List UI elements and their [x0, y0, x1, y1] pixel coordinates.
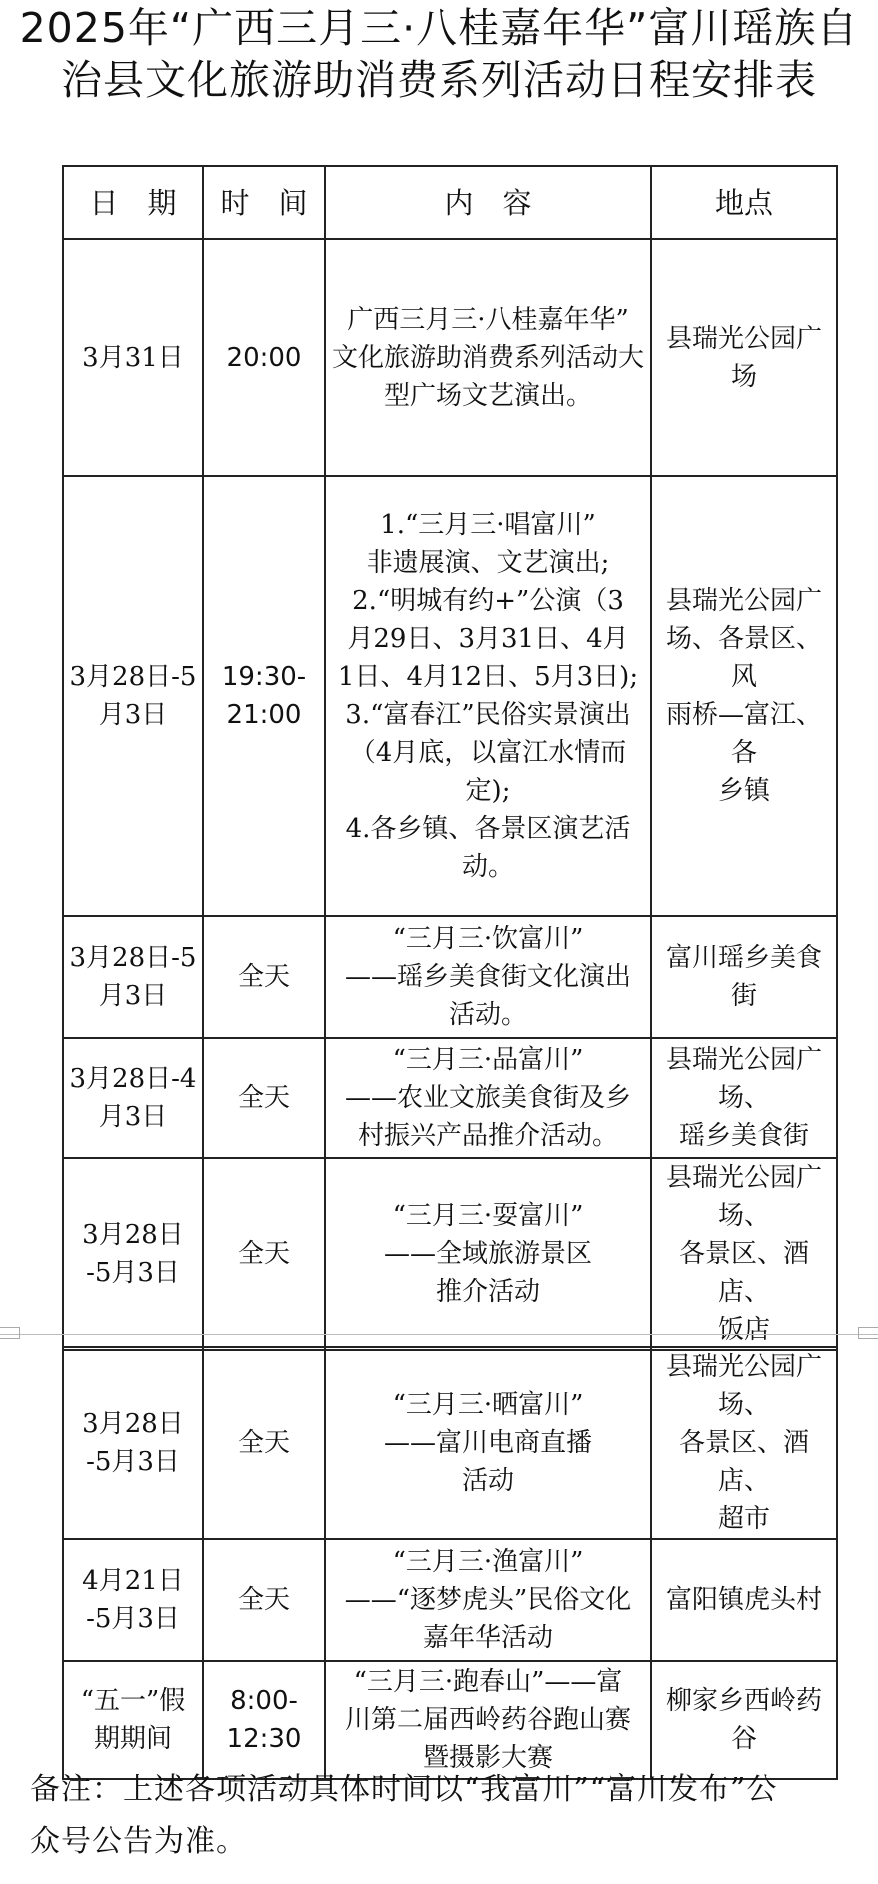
cell-date [63, 1347, 203, 1539]
content-line: 2.“明城有约+”公演（3 [352, 586, 624, 616]
cell-place [651, 1661, 837, 1779]
cell-time [203, 1347, 325, 1539]
cell-content [325, 1661, 651, 1779]
place-line: 超市 [717, 1504, 770, 1534]
table-row [63, 1661, 837, 1779]
cell-time [203, 1158, 325, 1350]
content-line: 活动 [461, 1466, 514, 1496]
table-row [63, 1038, 837, 1158]
schedule-table-page-2 [62, 1346, 838, 1780]
cell-content [325, 1158, 651, 1350]
content-line: ——农业文旅美食街及乡 [344, 1083, 631, 1113]
cell-place [651, 1038, 837, 1158]
time-line: 8:00- [230, 1686, 298, 1716]
cell-content [325, 239, 651, 476]
content-line: 动。 [461, 852, 514, 882]
content-line: 定); [465, 776, 511, 806]
content-line: ——瑶乡美食街文化演出 [344, 962, 631, 992]
table-header-row [63, 166, 837, 239]
footnote-line-1: 备注：上述各项活动具体时间以“我富川”“富川发布”公 [30, 1772, 778, 1807]
place-line: 柳家乡西岭药 [665, 1686, 822, 1716]
title-line-1: 2025年“广西三月三·八桂嘉年华”富川瑶族自 [19, 4, 859, 52]
place-line: 饭店 [717, 1315, 770, 1345]
cell-time [203, 1539, 325, 1661]
time-line: 21:00 [226, 700, 302, 730]
date-line: 3月28日-5 [69, 943, 197, 973]
content-line: ——“逐梦虎头”民俗文化 [344, 1585, 632, 1615]
cell-time [203, 1038, 325, 1158]
cell-date [63, 1158, 203, 1350]
time-line: 全天 [237, 1428, 290, 1458]
header-time: 时 间 [203, 166, 325, 239]
place-line: 乡镇 [717, 776, 770, 806]
content-line: ——全域旅游景区 [383, 1239, 592, 1269]
cell-date [63, 239, 203, 476]
content-line: “三月三·品富川” [392, 1045, 584, 1075]
content-line: 村振兴产品推介活动。 [357, 1121, 618, 1151]
table-row [63, 916, 837, 1038]
schedule-table-page-1 [62, 165, 838, 1351]
content-line: 暨摄影大赛 [422, 1743, 553, 1773]
time-line: 全天 [237, 1239, 290, 1269]
content-line: 型广场文艺演出。 [383, 380, 592, 411]
table-row [63, 476, 837, 916]
place-line: 富川瑶乡美食 [665, 943, 822, 973]
page-break-marker-right [858, 1327, 878, 1339]
place-line: 谷 [730, 1724, 757, 1754]
cell-date [63, 1038, 203, 1158]
content-line: “三月三·渔富川” [392, 1547, 584, 1577]
time-line: 19:30- [221, 662, 307, 692]
content-line: 嘉年华活动 [422, 1623, 553, 1653]
date-line: -5月3日 [86, 1258, 180, 1288]
time-line: 12:30 [226, 1724, 302, 1754]
content-line: 川第二届西岭药谷跑山赛 [344, 1705, 631, 1735]
date-line: 3月28日 [82, 1220, 184, 1250]
place-line: 瑶乡美食街 [678, 1121, 809, 1151]
time-line: 全天 [237, 962, 290, 992]
content-line: 非遗展演、文艺演出; [366, 548, 610, 578]
cell-content [325, 476, 651, 916]
content-line: 文化旅游助消费系列活动大 [331, 342, 644, 373]
time-line: 全天 [237, 1585, 290, 1615]
date-line: “五一”假 [80, 1686, 186, 1716]
time-line: 全天 [237, 1083, 290, 1113]
cell-place [651, 1539, 837, 1661]
date-line: 3月28日-5 [69, 662, 197, 692]
cell-time [203, 476, 325, 916]
cell-content [325, 1539, 651, 1661]
content-line: （4月底，以富江水情而 [349, 738, 627, 768]
content-line: “三月三·耍富川” [392, 1201, 584, 1231]
footnote [30, 1764, 860, 1868]
cell-date [63, 476, 203, 916]
place-line: 富阳镇虎头村 [665, 1585, 822, 1615]
time-line: 20:00 [226, 342, 302, 373]
place-line: 各景区、酒店、 [678, 1239, 809, 1307]
cell-time [203, 239, 325, 476]
place-line: 场、各景区、风 [665, 624, 822, 692]
place-line: 场、 [717, 1390, 770, 1420]
cell-content [325, 1038, 651, 1158]
cell-time [203, 1661, 325, 1779]
header-content: 内 容 [325, 166, 651, 239]
page-break-marker-left [0, 1327, 20, 1339]
date-line: 3月31日 [82, 342, 184, 373]
footnote-line-2: 众号公告为准。 [30, 1824, 247, 1859]
date-line: -5月3日 [86, 1447, 180, 1477]
date-line: 月3日 [98, 700, 168, 730]
cell-place [651, 916, 837, 1038]
document-title [0, 2, 878, 106]
place-line: 县瑞光公园广 [665, 1352, 822, 1382]
table-row [63, 1158, 837, 1350]
content-line: “三月三·饮富川” [392, 924, 584, 954]
place-line: 街 [730, 981, 757, 1011]
date-line: 月3日 [98, 1102, 168, 1132]
date-line: 月3日 [98, 981, 168, 1011]
content-line: 广西三月三·八桂嘉年华” [347, 304, 629, 335]
content-line: ——富川电商直播 [383, 1428, 592, 1458]
place-line: 场 [730, 361, 757, 392]
place-line: 县瑞光公园广 [665, 586, 822, 616]
cell-place [651, 476, 837, 916]
content-line: 1.“三月三·唱富川” [380, 510, 596, 540]
cell-place [651, 239, 837, 476]
page-break-line [0, 1334, 878, 1335]
place-line: 县瑞光公园广 [665, 1045, 822, 1075]
date-line: 3月28日 [82, 1409, 184, 1439]
cell-content [325, 1347, 651, 1539]
content-line: “三月三·跑春山”——富 [353, 1667, 623, 1697]
cell-date [63, 1661, 203, 1779]
table-row [63, 1539, 837, 1661]
content-line: 活动。 [448, 1000, 527, 1030]
content-line: “三月三·晒富川” [392, 1390, 584, 1420]
cell-place [651, 1158, 837, 1350]
cell-date [63, 916, 203, 1038]
title-line-2: 治县文化旅游助消费系列活动日程安排表 [61, 56, 817, 104]
date-line: 3月28日-4 [69, 1064, 197, 1094]
cell-date [63, 1539, 203, 1661]
header-place: 地点 [651, 166, 837, 239]
place-line: 各景区、酒店、 [678, 1428, 809, 1496]
place-line: 县瑞光公园广 [665, 323, 822, 354]
header-date: 日 期 [63, 166, 203, 239]
place-line: 雨桥—富江、各 [665, 700, 822, 768]
cell-content [325, 916, 651, 1038]
table-row [63, 239, 837, 476]
date-line: 4月21日 [82, 1566, 184, 1596]
place-line: 场、 [717, 1201, 770, 1231]
content-line: 月29日、3月31日、4月 [347, 624, 629, 654]
content-line: 4.各乡镇、各景区演艺活 [345, 814, 631, 844]
date-line: -5月3日 [86, 1604, 180, 1634]
date-line: 期期间 [93, 1724, 172, 1754]
place-line: 场、 [717, 1083, 770, 1113]
place-line: 县瑞光公园广 [665, 1163, 822, 1193]
content-line: 1日、4月12日、5月3日); [337, 662, 639, 692]
table-row [63, 1347, 837, 1539]
content-line: 3.“富春江”民俗实景演出 [345, 700, 631, 730]
content-line: 推介活动 [435, 1277, 540, 1307]
cell-place [651, 1347, 837, 1539]
cell-time [203, 916, 325, 1038]
